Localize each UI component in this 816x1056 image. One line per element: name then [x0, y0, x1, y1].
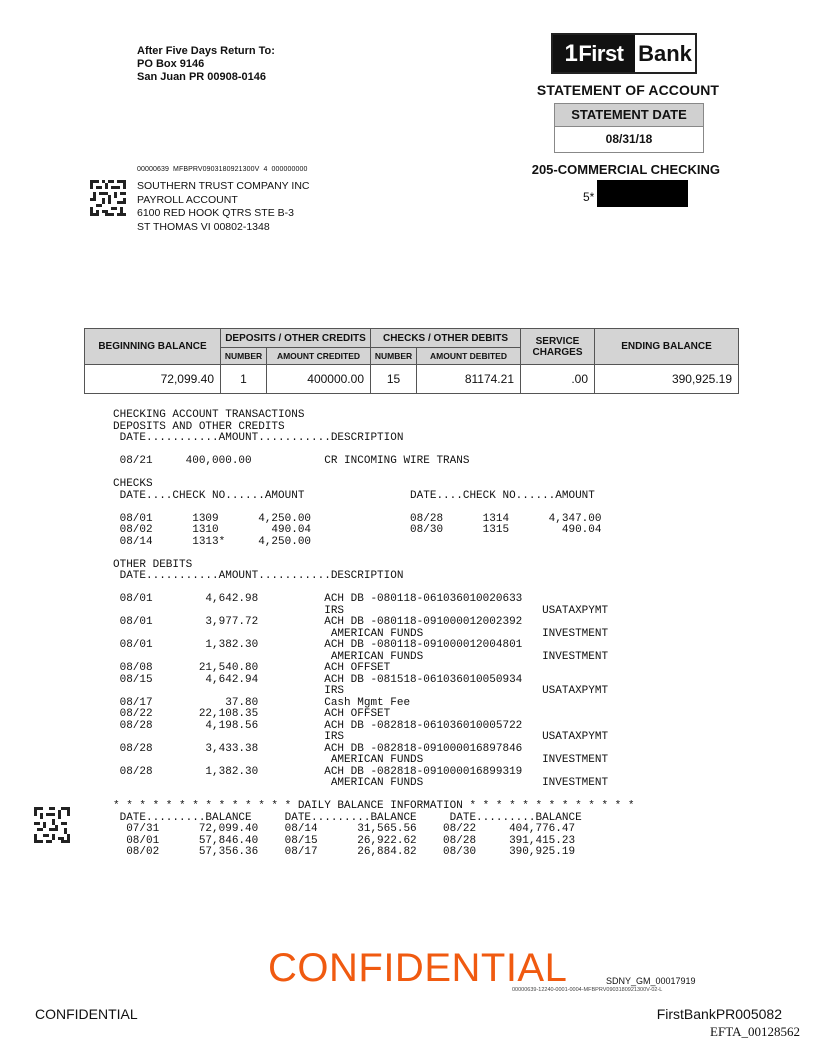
amount-debited-value: 81174.21	[417, 365, 521, 394]
bank-bates-number: FirstBankPR005082	[656, 1006, 782, 1022]
bank-logo	[551, 33, 697, 74]
statement-date-value: 08/31/18	[605, 132, 653, 146]
ending-balance-value: 390,925.19	[595, 365, 739, 394]
return-address-line3: San Juan PR 00908-0146	[137, 71, 267, 83]
bank-logo-bank: Bank	[638, 40, 692, 66]
address-line3: 6100 RED HOOK QTRS STE B-3	[137, 207, 294, 219]
return-address-line2: PO Box 9146	[137, 58, 205, 70]
sdny-bates-number: SDNY_GM_00017919	[606, 976, 696, 986]
mailing-address	[137, 180, 310, 234]
subheader-amount-credited: AMOUNT CREDITED	[267, 348, 371, 365]
bank-logo-first: First	[578, 40, 624, 66]
confidential-label: CONFIDENTIAL	[35, 1006, 138, 1022]
beginning-balance-value: 72,099.40	[85, 365, 221, 394]
transactions-listing: CHECKING ACCOUNT TRANSACTIONS DEPOSITS AND OTHER CREDITS DATE...........AMOUNT...........DESCRIPTION 08/21 400,000.00 CR INCOMING WIRE TRANS CHECKS DATE....CHECK NO......AMOUNT DATE....CHECK NO......AMOUNT 08/01 1309 4,250.00 08/28 1314 4,347.00 08/02 1310 490.04 08/30 1315 490.04 08/14 1313* 4,250.00 OTHER DEBITS DATE...........AMOUNT...........DESCRIPTION 08/01 4,642.98 ACH DB -080118-061036010020633 IRS USATAXPYMT 08/01 3,977.72 ACH DB -080118-091000012002392 AMERICAN FUNDS INVESTMENT 08/01 1,382.30 ACH DB -080118-091000012004801 AMERICAN FUNDS INVESTMENT 08/08 21,540.80 ACH OFFSET 08/15 4,642.94 ACH DB -081518-061036010050934 IRS USATAXPYMT 08/17 37.80 Cash Mgmt Fee 08/22 22,108.35 ACH OFFSET 08/28 4,198.56 ACH DB -082818-061036010005722 IRS USATAXPYMT 08/28 3,433.38 ACH DB -082818-091000016897846 AMERICAN FUNDS INVESTMENT 08/28 1,382.30 ACH DB -082818-091000016899319 AMERICAN FUNDS INVESTMENT * * * * * * * * * * * * * * DAILY BALANCE INFORMATION * * * * * * * * * * * * * DATE.........BALANCE DATE.........BALANCE DATE.........BALANCE 07/31 72,099.40 08/14 31,565.56 08/22 404,776.47 08/01 57,846.40 08/15 26,922.62 08/28 391,415.23 08/02 57,356.36 08/17 26,884.82 08/30 390,925.19	[113, 409, 635, 858]
header-service-charges: SERVICE CHARGES	[521, 329, 595, 365]
document-code: 00000639-12240-0001-0004-MFBPRV0903180921300V-02-L	[512, 987, 663, 993]
subheader-amount-debited: AMOUNT DEBITED	[417, 348, 521, 365]
return-address	[137, 45, 275, 84]
account-summary-table	[84, 328, 739, 394]
statement-date-header: STATEMENT DATE	[555, 104, 703, 127]
deposit-count-value: 1	[221, 365, 267, 394]
check-count-value: 15	[371, 365, 417, 394]
statement-date-box	[554, 103, 704, 153]
efta-number: EFTA_00128562	[710, 1024, 800, 1039]
subheader-check-number: NUMBER	[371, 348, 417, 365]
service-charges-value: .00	[521, 365, 595, 394]
address-line4: ST THOMAS VI 00802-1348	[137, 220, 270, 233]
subheader-deposit-number: NUMBER	[221, 348, 267, 365]
header-beginning-balance: BEGINNING BALANCE	[85, 329, 221, 365]
confidential-stamp: CONFIDENTIAL	[268, 946, 568, 990]
statement-title: STATEMENT OF ACCOUNT	[536, 82, 720, 98]
header-checks: CHECKS / OTHER DEBITS	[371, 329, 521, 348]
amount-credited-value: 400000.00	[267, 365, 371, 394]
barcode-2d-icon	[34, 807, 70, 843]
address-line2: PAYROLL ACCOUNT	[137, 193, 238, 206]
header-ending-balance: ENDING BALANCE	[595, 329, 739, 365]
customer-name: SOUTHERN TRUST COMPANY INC	[137, 180, 310, 192]
mailing-code: 00000639 MFBPRV0903180921300V 4 000000000	[137, 166, 308, 173]
header-deposits: DEPOSITS / OTHER CREDITS	[221, 329, 371, 348]
account-number-prefix: 5*	[583, 190, 595, 204]
account-number-redaction	[597, 180, 688, 207]
return-address-line1: After Five Days Return To:	[137, 45, 275, 57]
bank-logo-one: 1	[564, 39, 578, 67]
barcode-2d-icon	[90, 180, 126, 216]
account-type: 205-COMMERCIAL CHECKING	[531, 162, 720, 177]
bank-logo-dark-part	[553, 35, 635, 72]
